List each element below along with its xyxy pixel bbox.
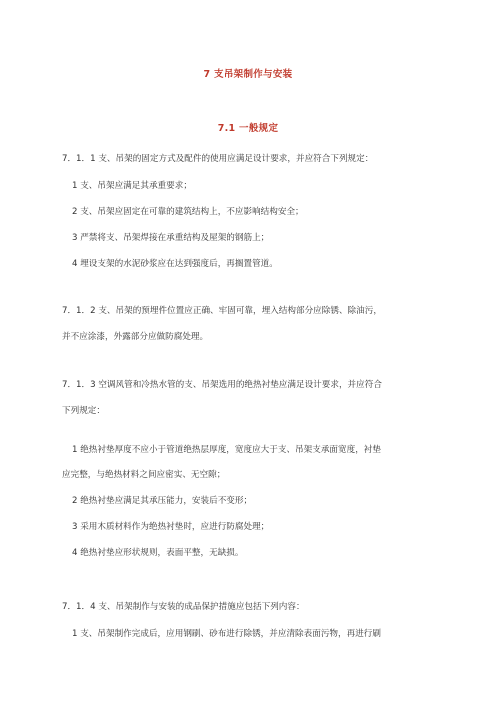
clause-7-1-4-item-1-line-1: 1 支、吊架制作完成后，应用钢刷、砂布进行除锈，并应清除表面污物，再进行刷 <box>72 629 381 639</box>
clause-7-1-3-item-4: 4 绝热衬垫应形状规则，表面平整，无缺损。 <box>72 548 244 558</box>
clause-7-1-1-item-2: 2 支、吊架应固定在可靠的建筑结构上，不应影响结构安全； <box>72 207 304 217</box>
clause-7-1-3-line-1: 7．1．3 空调风管和冷热水管的支、吊架选用的绝热衬垫应满足设计要求，并应符合 <box>62 380 382 390</box>
clause-7-1-3-item-1-line-1: 1 绝热衬垫厚度不应小于管道绝热层厚度，宽度应大于支、吊架支承面宽度，衬垫 <box>72 445 381 455</box>
clause-7-1-1-item-4: 4 埋设支架的水泥砂浆应在达到强度后，再搁置管道。 <box>72 259 278 269</box>
clause-7-1-3-line-2: 下列规定： <box>62 406 105 416</box>
clause-7-1-2-line-1: 7．1．2 支、吊架的预埋件位置应正确、牢固可靠，埋入结构部分应除锈、除油污， <box>62 306 382 316</box>
clause-7-1-3-item-1-line-2: 应完整，与绝热材料之间应密实、无空隙； <box>62 470 226 480</box>
clause-7-1-2-line-2: 并不应涂漆，外露部分应做防腐处理。 <box>62 332 209 342</box>
clause-7-1-1-item-1: 1 支、吊架应满足其承重要求； <box>72 181 192 191</box>
clause-7-1-1-intro: 7．1．1 支、吊架的固定方式及配件的使用应满足设计要求，并应符合下列规定： <box>62 154 374 164</box>
section-title: 7.1 一般规定 <box>217 123 279 134</box>
clause-7-1-4-intro: 7．1．4 支、吊架制作与安装的成品保护措施应包括下列内容： <box>62 602 305 612</box>
clause-7-1-3-item-2: 2 绝热衬垫应满足其承压能力，安装后不变形； <box>72 496 253 506</box>
chapter-title: 7 支吊架制作与安装 <box>203 69 293 80</box>
clause-7-1-3-item-3: 3 采用木质材料作为绝热衬垫时，应进行防腐处理； <box>72 522 270 532</box>
clause-7-1-1-item-3: 3 严禁将支、吊架焊接在承重结构及屋架的钢筋上； <box>72 233 270 243</box>
